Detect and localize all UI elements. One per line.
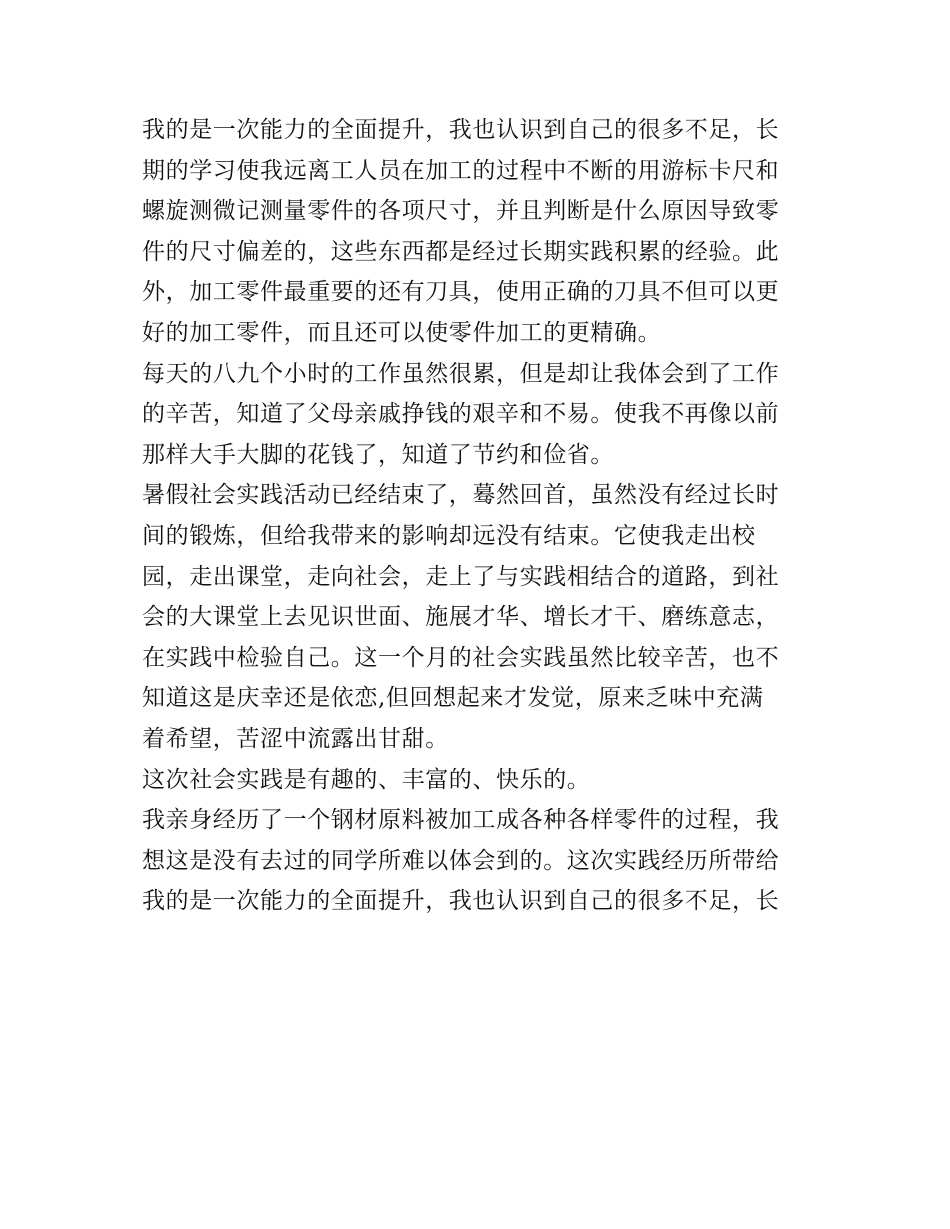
text-line-10: 暑假社会实践活动已经结束了，蓦然回首，虽然没有经过长时 — [142, 482, 780, 509]
text-line-3: 螺旋测微记测量零件的各项尺寸，并且判断是什么原因导致零 — [142, 198, 780, 225]
text-line-18: 我亲身经历了一个钢材原料被加工成各种各样零件的过程，我 — [142, 807, 780, 834]
text-line-7: 每天的八九个小时的工作虽然很累，但是却让我体会到了工作 — [142, 360, 780, 387]
text-line-15: 知道这是庆幸还是依恋,但回想起来才发觉，原来乏味中充满 — [142, 685, 764, 712]
text-line-19: 想这是没有去过的同学所难以体会到的。这次实践经历所带给 — [142, 847, 780, 874]
text-line-12: 园，走出课堂，走向社会，走上了与实践相结合的道路，到社 — [142, 563, 780, 590]
text-line-1: 我的是一次能力的全面提升，我也认识到自己的很多不足，长 — [142, 117, 780, 143]
text-line-6: 好的加工零件，而且还可以使零件加工的更精确。 — [142, 319, 662, 346]
text-line-8: 的辛苦，知道了父母亲戚挣钱的艰辛和不易。使我不再像以前 — [142, 401, 780, 428]
text-line-13: 会的大课堂上去见识世面、施展才华、增长才干、磨练意志， — [142, 604, 780, 631]
body-text — [142, 110, 818, 922]
text-line-14: 在实践中检验自己。这一个月的社会实践虽然比较辛苦，也不 — [142, 644, 780, 671]
text-line-20: 我的是一次能力的全面提升，我也认识到自己的很多不足，长 — [142, 888, 780, 915]
text-line-17: 这次社会实践是有趣的、丰富的、快乐的。 — [142, 766, 591, 793]
text-line-5: 外，加工零件最重要的还有刀具，使用正确的刀具不但可以更 — [142, 279, 780, 306]
text-line-16: 着希望，苦涩中流露出甘甜。 — [142, 725, 449, 752]
text-line-4: 件的尺寸偏差的，这些东西都是经过长期实践积累的经验。此 — [142, 238, 780, 265]
text-line-11: 间的锻炼，但给我带来的影响却远没有结束。它使我走出校 — [142, 522, 756, 549]
text-line-2: 期的学习使我远离工人员在加工的过程中不断的用游标卡尺和 — [142, 157, 780, 184]
text-line-9: 那样大手大脚的花钱了，知道了节约和俭省。 — [142, 441, 614, 468]
